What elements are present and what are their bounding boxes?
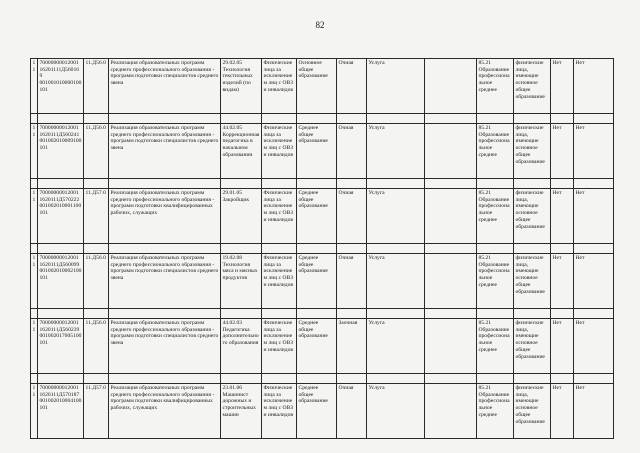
consumer-description: физические лица, имеющие основное общее образование <box>514 59 551 114</box>
gap-cell <box>425 309 477 319</box>
specialty: 19.02.08 Технология мяса и мясных продуктов <box>221 254 262 309</box>
flag-1: Нет <box>551 384 574 439</box>
study-form: Очная <box>337 189 367 244</box>
gap-cell <box>262 374 297 384</box>
service-type: Услуга <box>367 319 425 374</box>
gap-cell <box>551 179 574 189</box>
empty-cell <box>425 384 477 439</box>
gap-cell <box>514 244 551 254</box>
registry-number: 70000000012001 1620111Д560099 001002010002100 101 <box>38 254 84 309</box>
gap-cell <box>337 114 367 124</box>
gap-cell <box>574 374 614 384</box>
table-row <box>31 319 614 374</box>
gap-cell <box>38 114 84 124</box>
gap-cell <box>425 244 477 254</box>
education-level: Основное общее образование <box>297 59 337 114</box>
row-number: 11 <box>31 254 38 309</box>
gap-cell <box>574 114 614 124</box>
gap-cell <box>297 309 337 319</box>
gap-cell <box>367 114 425 124</box>
consumer-category: Физические лица за исключением лиц с ОВЗ и инвалидов <box>262 59 297 114</box>
study-form: Очная <box>337 59 367 114</box>
gap-cell <box>262 309 297 319</box>
empty-cell <box>425 319 477 374</box>
gap-cell <box>551 244 574 254</box>
gap-cell <box>425 179 477 189</box>
gap-cell <box>337 309 367 319</box>
service-type: Услуга <box>367 124 425 179</box>
service-name: Реализация образовательных программ среднего профессионального образования - программ подготовки специалистов среднего звена <box>109 59 221 114</box>
gap-cell <box>367 374 425 384</box>
gap-cell <box>297 374 337 384</box>
gap-cell <box>84 374 109 384</box>
okved-code: 85.21 Образование профессиональное среднее <box>477 384 514 439</box>
gap-cell <box>367 244 425 254</box>
service-type: Услуга <box>367 59 425 114</box>
gap-cell <box>84 309 109 319</box>
gap-cell <box>477 309 514 319</box>
gap-cell <box>297 244 337 254</box>
gap-cell <box>574 244 614 254</box>
gap-cell <box>337 374 367 384</box>
consumer-description: физические лица, имеющие основное общее образование <box>514 124 551 179</box>
gap-cell <box>477 374 514 384</box>
specialty: 44.02.05 Коррекционная педагогика в начальном образовании <box>221 124 262 179</box>
gap-cell <box>221 374 262 384</box>
gap-cell <box>109 244 221 254</box>
service-type: Услуга <box>367 254 425 309</box>
flag-2: Нет <box>574 384 614 439</box>
gap-cell <box>109 374 221 384</box>
service-type: Услуга <box>367 189 425 244</box>
gap-cell <box>367 309 425 319</box>
education-level: Среднее общее образование <box>297 384 337 439</box>
flag-1: Нет <box>551 189 574 244</box>
registry-number: 70000000012001 1620111Д570222 001002010001100 101 <box>38 189 84 244</box>
gap-cell <box>221 244 262 254</box>
consumer-category: Физические лица за исключением лиц с ОВЗ и инвалидов <box>262 189 297 244</box>
gap-cell <box>31 179 38 189</box>
table-row <box>31 124 614 179</box>
registry-table <box>30 58 614 439</box>
gap-cell <box>337 179 367 189</box>
gap-cell <box>109 179 221 189</box>
okved-code: 85.21 Образование профессиональное среднее <box>477 124 514 179</box>
registry-number: 70000000012001 16201111Д560169 001001010000100 101 <box>38 59 84 114</box>
flag-1: Нет <box>551 254 574 309</box>
specialty: 29.02.05 Технология текстильных изделий (по видам) <box>221 59 262 114</box>
education-level: Среднее общее образование <box>297 124 337 179</box>
okved-code: 85.21 Образование профессиональное среднее <box>477 254 514 309</box>
gap-cell <box>514 374 551 384</box>
okved-code: 85.21 Образование профессиональное среднее <box>477 319 514 374</box>
row-number: 11 <box>31 124 38 179</box>
table-row <box>31 189 614 244</box>
gap-cell <box>221 309 262 319</box>
registry-table-body <box>31 59 614 439</box>
gap-cell <box>574 179 614 189</box>
table-row <box>31 384 614 439</box>
page-number: 82 <box>315 20 325 30</box>
flag-2: Нет <box>574 124 614 179</box>
gap-cell <box>477 244 514 254</box>
gap-cell <box>514 309 551 319</box>
row-gap <box>31 179 614 189</box>
gap-cell <box>514 179 551 189</box>
gap-cell <box>262 114 297 124</box>
gap-cell <box>425 114 477 124</box>
empty-cell <box>425 254 477 309</box>
empty-cell <box>425 59 477 114</box>
gap-cell <box>551 374 574 384</box>
gap-cell <box>38 179 84 189</box>
gap-cell <box>297 179 337 189</box>
flag-2: Нет <box>574 189 614 244</box>
specialty: 23.01.06 Машинист дорожных и строительных машин <box>221 384 262 439</box>
study-form: Очная <box>337 124 367 179</box>
study-form: Очная <box>337 254 367 309</box>
service-name: Реализация образовательных программ среднего профессионального образования - программ подготовки специалистов среднего звена <box>109 124 221 179</box>
consumer-description: физические лица, имеющие основное общее образование <box>514 254 551 309</box>
gap-cell <box>221 179 262 189</box>
consumer-category: Физические лица за исключением лиц с ОВЗ и инвалидов <box>262 254 297 309</box>
service-code: 11.Д56.0 <box>84 59 109 114</box>
row-number: 11 <box>31 319 38 374</box>
row-gap <box>31 374 614 384</box>
service-name: Реализация образовательных программ среднего профессионального образования - программ подготовки квалифицированных рабочих, служащих <box>109 384 221 439</box>
gap-cell <box>31 374 38 384</box>
gap-cell <box>367 179 425 189</box>
service-name: Реализация образовательных программ среднего профессионального образования - программ подготовки специалистов среднего звена <box>109 254 221 309</box>
service-code: 11.Д57.0 <box>84 189 109 244</box>
consumer-category: Физические лица за исключением лиц с ОВЗ и инвалидов <box>262 384 297 439</box>
flag-1: Нет <box>551 59 574 114</box>
service-code: 11.Д56.0 <box>84 319 109 374</box>
education-level: Среднее общее образование <box>297 319 337 374</box>
education-level: Среднее общее образование <box>297 189 337 244</box>
gap-cell <box>574 309 614 319</box>
row-gap <box>31 114 614 124</box>
gap-cell <box>109 114 221 124</box>
gap-cell <box>31 114 38 124</box>
gap-cell <box>262 179 297 189</box>
flag-2: Нет <box>574 59 614 114</box>
study-form: Заочная <box>337 319 367 374</box>
education-level: Среднее общее образование <box>297 254 337 309</box>
gap-cell <box>38 374 84 384</box>
okved-code: 85.21 Образование профессиональное среднее <box>477 189 514 244</box>
gap-cell <box>221 114 262 124</box>
gap-cell <box>31 244 38 254</box>
flag-1: Нет <box>551 124 574 179</box>
gap-cell <box>551 114 574 124</box>
gap-cell <box>84 244 109 254</box>
consumer-description: физические лица, имеющие основное общее образование <box>514 384 551 439</box>
service-code: 11.Д56.0 <box>84 124 109 179</box>
row-number: 11 <box>31 59 38 114</box>
gap-cell <box>337 244 367 254</box>
gap-cell <box>38 309 84 319</box>
gap-cell <box>31 309 38 319</box>
service-name: Реализация образовательных программ среднего профессионального образования - программ подготовки специалистов среднего звена <box>109 319 221 374</box>
gap-cell <box>262 244 297 254</box>
service-code: 11.Д56.0 <box>84 254 109 309</box>
consumer-category: Физические лица за исключением лиц с ОВЗ и инвалидов <box>262 319 297 374</box>
table-row <box>31 59 614 114</box>
gap-cell <box>38 244 84 254</box>
consumer-category: Физические лица за исключением лиц с ОВЗ и инвалидов <box>262 124 297 179</box>
empty-cell <box>425 124 477 179</box>
gap-cell <box>297 114 337 124</box>
empty-cell <box>425 189 477 244</box>
table-row <box>31 254 614 309</box>
registry-number: 70000000012001 1620111Д570187 001002010004100 101 <box>38 384 84 439</box>
registry-number: 70000000012001 1620111Д560241 001002010009100 101 <box>38 124 84 179</box>
flag-2: Нет <box>574 319 614 374</box>
gap-cell <box>84 114 109 124</box>
gap-cell <box>425 374 477 384</box>
consumer-description: физические лица, имеющие основное общее образование <box>514 189 551 244</box>
gap-cell <box>514 114 551 124</box>
consumer-description: физические лица, имеющие основное общее образование <box>514 319 551 374</box>
row-number: 11 <box>31 384 38 439</box>
row-number: 11 <box>31 189 38 244</box>
gap-cell <box>109 309 221 319</box>
service-name: Реализация образовательных программ среднего профессионального образования - программ подготовки квалифицированных рабочих, служащих <box>109 189 221 244</box>
service-type: Услуга <box>367 384 425 439</box>
study-form: Очная <box>337 384 367 439</box>
registry-number: 70000000012001 1620111Д560239 001002017005100 101 <box>38 319 84 374</box>
row-gap <box>31 309 614 319</box>
gap-cell <box>477 114 514 124</box>
flag-1: Нет <box>551 319 574 374</box>
gap-cell <box>551 309 574 319</box>
gap-cell <box>84 179 109 189</box>
flag-2: Нет <box>574 254 614 309</box>
okved-code: 85.21 Образование профессиональное среднее <box>477 59 514 114</box>
service-code: 11.Д57.0 <box>84 384 109 439</box>
gap-cell <box>477 179 514 189</box>
specialty: 29.01.05 Закройщик <box>221 189 262 244</box>
row-gap <box>31 244 614 254</box>
specialty: 44.02.03 Педагогика дополнительного образования <box>221 319 262 374</box>
